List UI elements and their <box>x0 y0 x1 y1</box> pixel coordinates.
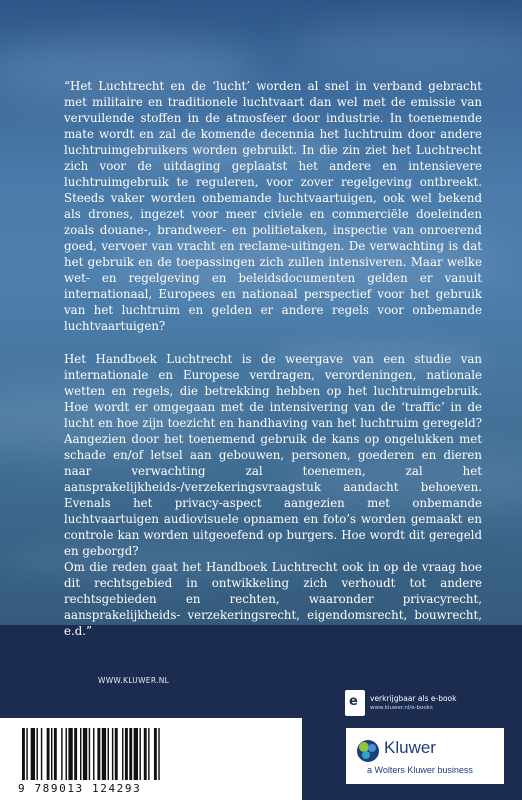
kluwer-logo-icon <box>356 739 380 763</box>
blurb-paragraph-1: “Het Luchtrecht en de ‘lucht’ worden al snel in verband gebracht met militaire en traditionele luchtvaart dan wel met de emissie van vervuilende stoffen in de atmosfeer door industrie. In toenemende mate wordt en zal de komende decennia het luchtruim door andere luchtruimgebruikers worden gebruikt. In die zin ziet het Luchtrecht zich voor de uitdaging geplaatst het andere en intensievere luchtruimgebruik te reguleren, voor zover regelgeving ontbreekt. Steeds vaker worden onbemande luchtvaartuigen, ook wel bekend als drones, ingezet voor meer civiele en commerciële doeleinden zoals douane-, brandweer- en politietaken, inspectie van onroerend goed, vervoer van vracht en reclame-uitingen. De verwachting is dat het gebruik en de toepassingen zich zullen intensiveren. Maar welke wet- en regelgeving en beleidsdocumenten gelden er vanuit internationaal, Europees en nationaal perspectief voor het gebruik van het luchtruim en gelden er andere regels voor onbemande luchtvaartuigen? <box>64 79 482 333</box>
barcode-image <box>20 728 282 780</box>
blurb-paragraph-2: Het Handboek Luchtrecht is de weergave van een studie van internationale en Europese verdragen, verordeningen, nationale wetten en regels, die betrekking hebben op het luchtruimgebruik. Hoe wordt er omgegaan met de intensivering van de ‘traffic’ in de lucht en hoe zijn toezicht en handhaving van het luchtruim geregeld? Aangezien door het toenemend gebruik de kans op ongelukken met schade en/of letsel aan gebouwen, personen, goederen en dieren naar verwachting zal toenemen, zal het aansprakelijkheids-/verzekeringsvraagstuk aandacht behoeven. Evenals het privacy-aspect aangezien met onbemande luchtvaartuigen audiovisuele opnamen en foto’s worden gemaakt en controle kan worden uitgeoefend op burgers. Hoe wordt dit geregeld en geborgd? <box>64 352 482 558</box>
ebook-label: verkrijgbaar als e-book <box>370 694 457 703</box>
blurb-paragraph-3: Om die reden gaat het Handboek Luchtrecht ook in op de vraag hoe dit rechtsgebied in ontwikkeling zich verhoudt tot andere rechtsgebieden en rechten, waaronder privacyrecht, aansprakelijkheids- verzekeringsrecht, eigendomsrecht, bouwrecht, e.d.” <box>64 560 482 638</box>
publisher-website: WWW.KLUWER.NL <box>98 676 170 685</box>
isbn-number: 9 789013 124293 <box>18 782 142 795</box>
ebook-icon-letter: e <box>349 694 358 709</box>
ebook-url: www.kluwer.nl/e-books <box>370 705 433 711</box>
publisher-tagline: a Wolters Kluwer business <box>367 765 473 775</box>
back-cover-blurb <box>64 78 482 639</box>
publisher-name: Kluwer <box>384 738 436 757</box>
ebook-icon <box>345 690 365 716</box>
